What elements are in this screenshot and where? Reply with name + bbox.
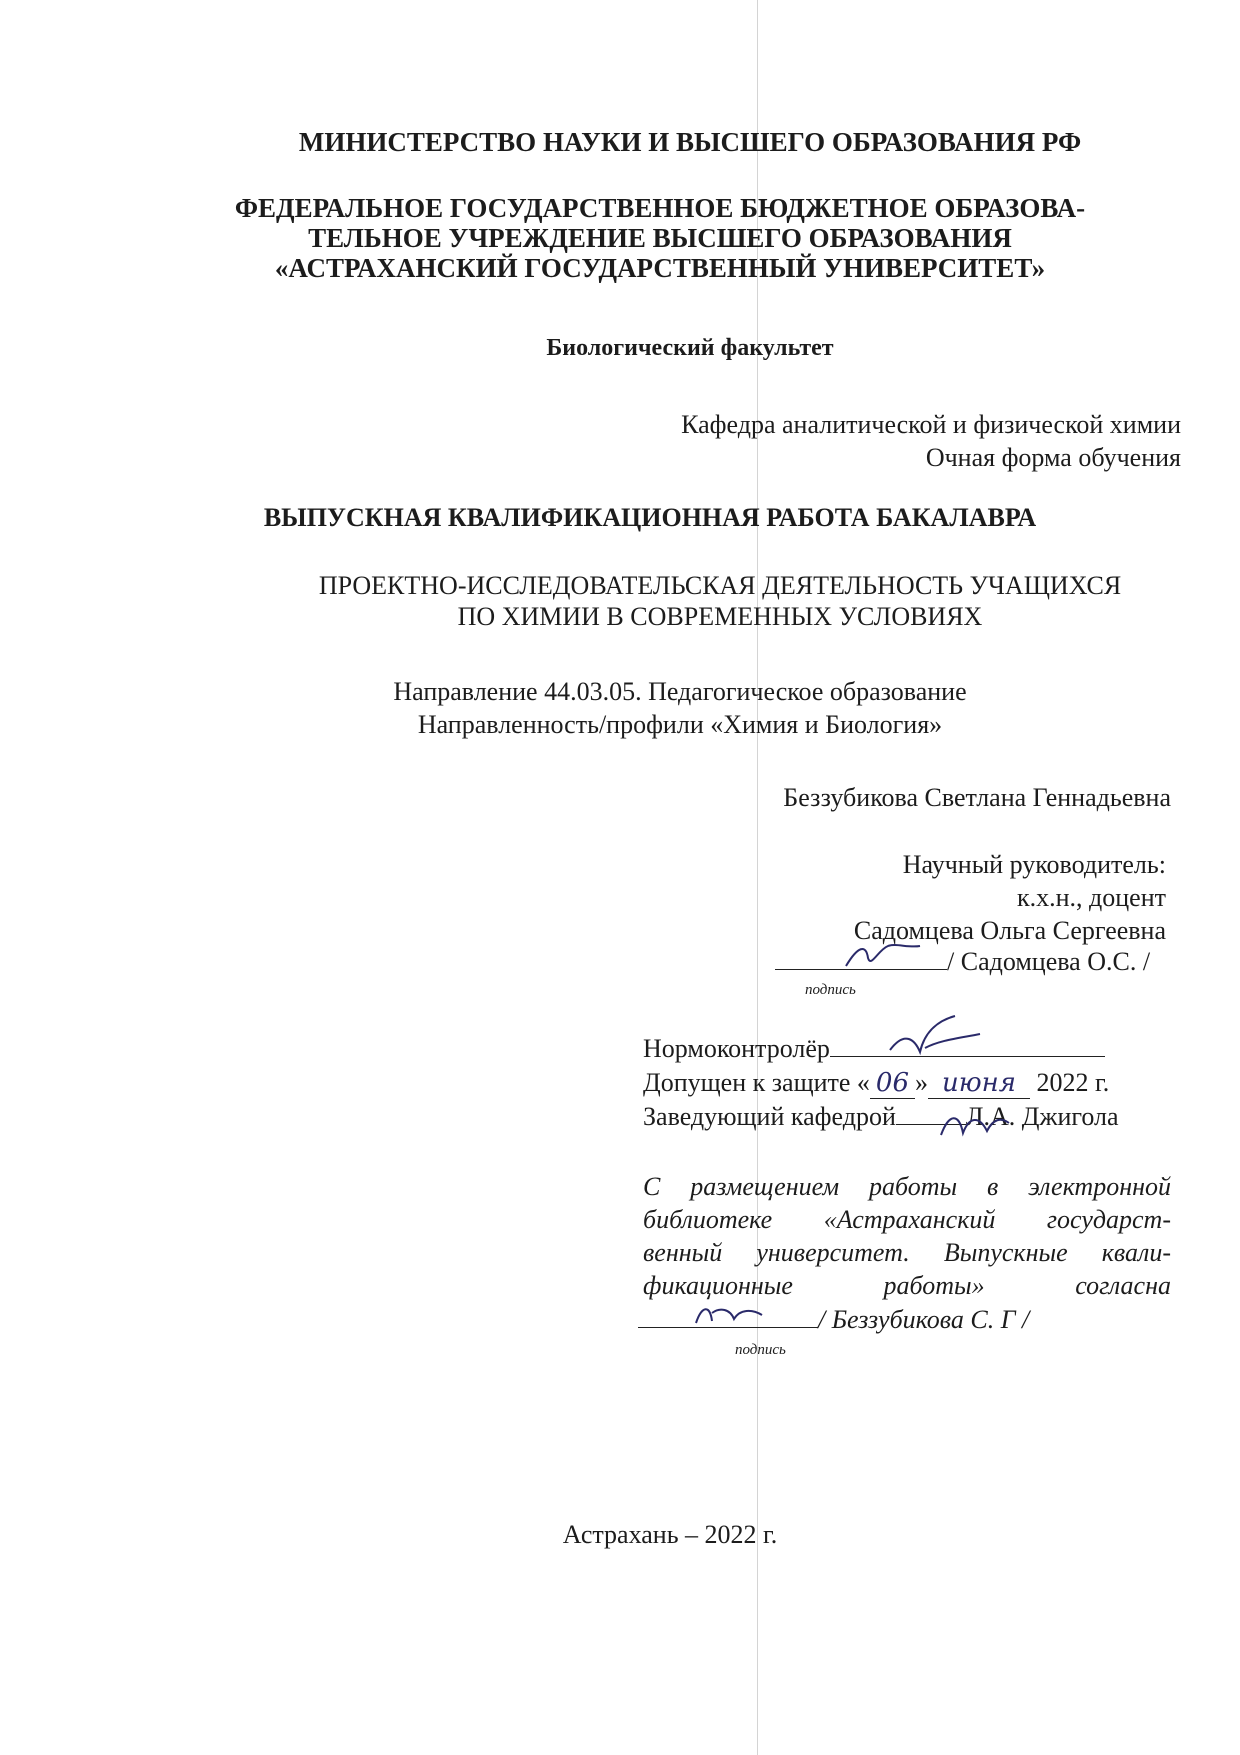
head-line [643, 1100, 1183, 1134]
profile-text: Направленность/профили «Химия и Биология» [417, 710, 943, 739]
consent-line-4: фикационные работы» согласна [643, 1271, 1171, 1300]
normcontrol-signature-image [880, 1010, 990, 1060]
consent-line-3: венный университет. Выпускные квали- [643, 1238, 1171, 1267]
direction-text: Направление 44.03.05. Педагогическое образование [393, 677, 967, 706]
consent-line-1: С размещением работы в электронной [643, 1172, 1171, 1201]
institution-line-2: ТЕЛЬНОЕ УЧРЕЖДЕНИЕ ВЫСШЕГО ОБРАЗОВАНИЯ [308, 223, 1012, 253]
work-title [220, 570, 1220, 632]
author-signature-image [690, 1295, 770, 1335]
supervisor-label: Научный руководитель: [902, 850, 1166, 879]
institution-line-1: ФЕДЕРАЛЬНОЕ ГОСУДАРСТВЕННОЕ БЮДЖЕТНОЕ ОБРАЗОВА- [234, 193, 1086, 223]
supervisor-signature-caption: подпись [805, 982, 856, 998]
admitted-year: 2022 г. [1036, 1068, 1110, 1097]
department-name: Кафедра аналитической и физической химии [681, 410, 1181, 439]
head-label: Заведующий кафедрой [643, 1102, 896, 1131]
consent-line-2: библиотеке «Астраханский государст- [643, 1205, 1171, 1234]
work-type: ВЫПУСКНАЯ КВАЛИФИКАЦИОННАЯ РАБОТА БАКАЛАВРА [263, 503, 1037, 532]
direction-block [330, 675, 1030, 741]
admitted-day: 06 [870, 1068, 915, 1099]
institution-heading [160, 193, 1160, 283]
head-signature-image [935, 1105, 1015, 1145]
admitted-label: Допущен к защите « [643, 1068, 870, 1097]
author-name: Беззубикова Светлана Геннадьевна [783, 783, 1171, 812]
admitted-quote: » [915, 1068, 928, 1097]
admitted-month: июня [928, 1068, 1030, 1099]
study-form: Очная форма обучения [925, 443, 1181, 472]
city-year: Астрахань – 2022 г. [562, 1520, 778, 1549]
ministry-heading: МИНИСТЕРСТВО НАУКИ И ВЫСШЕГО ОБРАЗОВАНИЯ РФ [298, 127, 1082, 157]
supervisor-name: Садомцева Ольга Сергеевна [853, 916, 1166, 945]
work-title-line-1: ПРОЕКТНО-ИССЛЕДОВАТЕЛЬСКАЯ ДЕЯТЕЛЬНОСТЬ УЧАЩИХСЯ [318, 571, 1122, 600]
admitted-line [643, 1066, 1183, 1100]
consent-signature-caption: подпись [735, 1342, 786, 1358]
supervisor-signature-image [838, 936, 928, 976]
normcontrol-label: Нормоконтролёр [643, 1034, 830, 1063]
department-block [500, 408, 1181, 474]
work-title-line-2: ПО ХИМИИ В СОВРЕМЕННЫХ УСЛОВИЯХ [457, 602, 983, 631]
consent-block [643, 1170, 1171, 1302]
supervisor-signature-name: / Садомцева О.С. / [947, 947, 1151, 976]
supervisor-block [600, 848, 1166, 947]
supervisor-degree: к.х.н., доцент [1016, 883, 1166, 912]
head-name: Л.А. Джигола [965, 1102, 1119, 1131]
institution-line-3: «АСТРАХАНСКИЙ ГОСУДАРСТВЕННЫЙ УНИВЕРСИТЕТ» [274, 253, 1046, 283]
faculty-name: Биологический факультет [546, 335, 834, 361]
consent-signature-name: / Беззубикова С. Г / [818, 1305, 1030, 1334]
